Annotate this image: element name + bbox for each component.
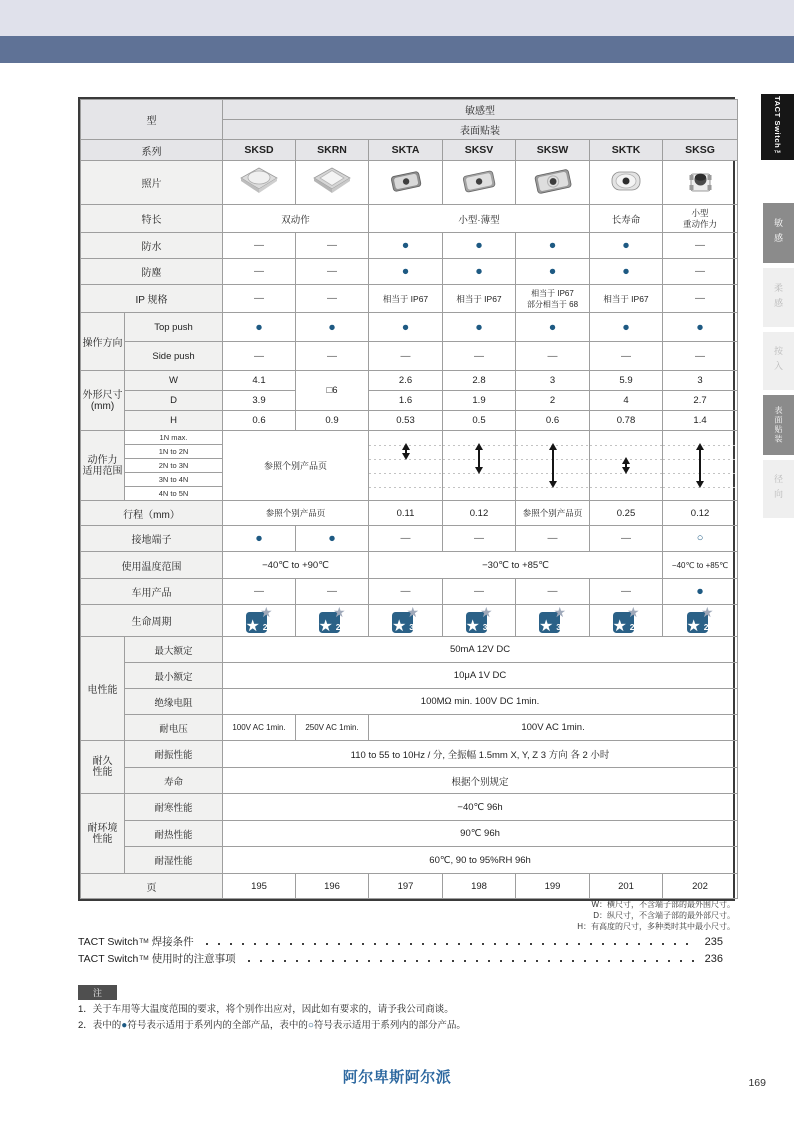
durability-line1: 耐久 [92,756,113,767]
series-skrn: SKRN [296,140,369,161]
cell-ip-sktk: 相当于 IP67 [590,285,663,313]
alps-alpine-logo: 阿尔卑斯阿尔派 [342,1069,452,1086]
cell-auto-sksv: — [443,579,516,605]
cell-ip-sksg: — [663,285,738,313]
cell-waterproof-skrn: — [296,233,369,259]
sidebar-tab-surface-mount[interactable] [763,395,794,455]
cell-travel-sksv: 0.12 [443,501,516,526]
force-range-1: 1N to 2N [125,445,223,459]
star-white-icon: ★ [686,618,701,635]
lifecycle-number: 3 [409,622,414,632]
waterproof-label: 防水 [81,233,223,259]
series-sksv: SKSV [443,140,516,161]
dims-line1: 外形尺寸 [82,389,123,401]
cell-vibration: 110 to 55 to 10Hz / 分, 全振幅 1.5mm X, Y, Z 3 方向 各 2 小时 [223,741,738,768]
ip-line2: 部分相当于 68 [526,299,579,309]
star-white-icon: ★ [392,618,407,635]
cell-dustproof-sksv: ● [443,259,516,285]
cell-h-skrn: 0.9 [296,411,369,431]
cell-h-skta: 0.53 [369,411,443,431]
product-photo-skta [369,161,443,205]
cell-lifecycle-sktk [590,605,663,637]
note-box: 注 [78,985,117,1000]
spec-table [78,97,735,901]
cell-sidepush-sksv: — [443,342,516,371]
series-skta: SKTA [369,140,443,161]
cell-toppush-sktk: ● [590,313,663,342]
electrical-max-label: 最大额定 [125,637,223,663]
dims-label [81,371,125,431]
cell-lifecycle-sksv [443,605,516,637]
electrical-withstand-label: 耐电压 [125,715,223,741]
cell-sidepush-skta: — [369,342,443,371]
cell-feature-dual: 双动作 [223,205,369,233]
toc-page-number: 236 [704,952,723,965]
cell-waterproof-sksd: — [223,233,296,259]
cell-page-sksw: 199 [516,874,590,899]
cell-ip-sksd: — [223,285,296,313]
force-range-4: 4N to 5N [125,487,223,501]
product-photo-sksg [663,161,738,205]
cell-min-rating: 10μA 1V DC [223,663,738,689]
product-photo-skrn [296,161,369,205]
cell-auto-sksg: ● [663,579,738,605]
cell-ground-sksv: — [443,526,516,552]
cell-waterproof-sksv: ● [443,233,516,259]
product-photo-sksw [516,161,590,205]
star-gray-icon: ★ [332,604,346,620]
toc [78,933,723,967]
cell-toppush-sksg: ● [663,313,738,342]
notes-list [78,1002,466,1033]
cell-ip-sksw [516,285,590,313]
series-sksg: SKSG [663,140,738,161]
full-dot-symbol: ● [121,1019,128,1031]
cell-temp-b: −30℃ to +85℃ [369,552,663,579]
cell-dustproof-skrn: — [296,259,369,285]
cell-w-sksd: 4.1 [223,371,296,391]
cell-insulation: 100MΩ min. 100V DC 1min. [223,689,738,715]
cell-toppush-sksd: ● [223,313,296,342]
cell-sidepush-sksd: — [223,342,296,371]
cell-auto-skta: — [369,579,443,605]
cell-sidepush-skrn: — [296,342,369,371]
dot-leader [206,943,695,945]
cell-h-sktk: 0.78 [590,411,663,431]
cell-withstand-sksd: 100V AC 1min. [223,715,296,741]
star-gray-icon: ★ [406,604,419,620]
cell-sidepush-sksg: — [663,342,738,371]
cell-lifecycle-skta [369,605,443,637]
footnote-w: W：横尺寸，不含端子部的最外围尺寸。 [591,900,735,909]
life-label: 寿命 [125,768,223,794]
cell-d-skta: 1.6 [369,391,443,411]
note-2: 2．表中的●符号表示适用于系列内的全部产品，表中的○符号表示适用于系列内的部分产品。 [78,1019,466,1031]
product-photo-sktk [590,161,663,205]
cell-cold: −40℃ 96h [223,794,738,821]
ip-label: IP 规格 [81,285,223,313]
cell-force-sktk [590,431,663,501]
footnote-h: H：有高度的尺寸，多种类时其中最小尺寸。 [577,922,735,931]
star-gray-icon: ★ [626,604,640,620]
lifecycle-number: 2 [703,622,709,632]
sidebar-tab-radial[interactable] [763,460,794,518]
cell-ip-skta: 相当于 IP67 [369,285,443,313]
lifecycle-badge [539,604,566,635]
cell-force-ref: 参照个别产品页 [223,431,369,501]
force-line1: 动作力 [87,454,118,466]
star-white-icon: ★ [539,618,554,635]
lifecycle-number: 2 [335,622,341,632]
cell-temp-c: −40℃ to +85℃ [663,552,738,579]
cell-force-sksv [443,431,516,501]
cell-toppush-skta: ● [369,313,443,342]
force-range-2: 2N to 3N [125,459,223,473]
force-arrow-skta [402,443,410,460]
partial-circle-symbol: ○ [307,1019,314,1031]
electrical-label: 电性能 [81,637,125,741]
lifecycle-label: 生命周期 [81,605,223,637]
lifecycle-number: 2 [629,622,635,632]
cell-auto-sksw: — [516,579,590,605]
mount-header: 表面贴装 [223,120,738,140]
tm-mark: TM [139,938,149,945]
cell-lifecycle-sksw [516,605,590,637]
dot-leader [248,960,695,962]
durability-label [81,741,125,794]
series-sktk: SKTK [590,140,663,161]
cell-page-sksd: 195 [223,874,296,899]
cell-waterproof-sktk: ● [590,233,663,259]
cell-lifecycle-sksd [223,605,296,637]
cell-dustproof-skta: ● [369,259,443,285]
durability-line2: 性能 [92,767,113,778]
sidebar-tab-label: 敏感 [773,218,783,248]
star-gray-icon: ★ [479,604,493,620]
cell-ground-skrn: ● [296,526,369,552]
cell-travel-sktk: 0.25 [590,501,663,526]
cell-d-sktk: 4 [590,391,663,411]
force-arrow-sksg [696,443,704,488]
cell-dustproof-sktk: ● [590,259,663,285]
top-band-slate [0,36,794,63]
cell-life: 根据个别规定 [223,768,738,794]
dims-line2: (mm) [90,400,115,412]
cell-sidepush-sksw: — [516,342,590,371]
cell-page-sksg: 202 [663,874,738,899]
cell-dustproof-sksd: — [223,259,296,285]
vibration-label: 耐振性能 [125,741,223,768]
cell-auto-sktk: — [590,579,663,605]
dims-h-label: H [125,411,223,431]
footnote-d: D：纵尺寸，不含端子部的最外部尺寸。 [593,911,735,920]
cell-d-sksd: 3.9 [223,391,296,411]
environment-line2: 性能 [92,833,113,845]
cell-h-sksw: 0.6 [516,411,590,431]
cell-heat: 90℃ 96h [223,821,738,847]
sidebar-tab-label: 表面贴装 [774,406,783,444]
electrical-insulation-label: 绝缘电阻 [125,689,223,715]
toc-title: 焊接条件 [151,936,194,948]
star-white-icon: ★ [465,618,480,635]
environment-label [81,794,125,874]
cell-h-sksg: 1.4 [663,411,738,431]
cell-ip-sksv: 相当于 IP67 [443,285,516,313]
toc-brand: TACT Switch [78,952,139,965]
force-arrow-sktk [622,457,630,474]
automotive-label: 车用产品 [81,579,223,605]
feature-line1: 小型 [691,207,709,218]
lifecycle-number: 3 [556,622,561,632]
page-number: 169 [748,1077,766,1089]
cell-page-skrn: 196 [296,874,369,899]
photo-label: 照片 [81,161,223,205]
force-range-0: 1N max. [125,431,223,445]
series-sksd: SKSD [223,140,296,161]
sidebar-tab-sensitive[interactable] [763,203,794,263]
cell-travel-sksw: 参照个别产品页 [516,501,590,526]
cell-toppush-skrn: ● [296,313,369,342]
cell-h-sksv: 0.5 [443,411,516,431]
cell-wd-skrn: □6 [296,371,369,411]
toc-title: 使用时的注意事项 [151,953,236,965]
cell-h-sksd: 0.6 [223,411,296,431]
cell-page-skta: 197 [369,874,443,899]
lifecycle-badge [392,604,419,635]
cell-dustproof-sksg: — [663,259,738,285]
star-gray-icon: ★ [700,604,714,620]
direction-side-label: Side push [125,342,223,371]
force-arrow-sksv [475,443,483,474]
dustproof-label: 防塵 [81,259,223,285]
cell-page-sktk: 201 [590,874,663,899]
dims-w-label: W [125,371,223,391]
lifecycle-number: 2 [262,622,268,632]
type-label: 型 [81,100,223,140]
ground-label: 接地端子 [81,526,223,552]
cell-humidity: 60℃, 90 to 95%RH 96h [223,847,738,874]
cell-ground-skta: — [369,526,443,552]
page-row-label: 页 [81,874,223,899]
sidebar-tab-soft[interactable] [763,268,794,327]
cell-w-sktk: 5.9 [590,371,663,391]
lifecycle-badge [686,604,714,635]
toc-brand: TACT Switch [78,935,139,948]
cell-waterproof-skta: ● [369,233,443,259]
cold-label: 耐寒性能 [125,794,223,821]
cell-w-sksg: 3 [663,371,738,391]
product-photo-sksd [223,161,296,205]
cell-w-skta: 2.6 [369,371,443,391]
cell-force-skta [369,431,443,501]
toc-usage-precautions[interactable] [78,950,723,967]
cell-lifecycle-skrn [296,605,369,637]
lifecycle-badge [465,604,493,635]
cell-force-sksw [516,431,590,501]
cell-waterproof-sksw: ● [516,233,590,259]
toc-soldering-conditions[interactable] [78,933,723,950]
force-arrow-sksw [549,443,557,488]
cell-toppush-sksv: ● [443,313,516,342]
top-band-light [0,0,794,36]
cell-dustproof-sksw: ● [516,259,590,285]
heat-label: 耐热性能 [125,821,223,847]
series-label: 系列 [81,140,223,161]
category-header: 敏感型 [223,100,738,120]
cell-toppush-sksw: ● [516,313,590,342]
electrical-min-label: 最小额定 [125,663,223,689]
sidebar-tab-label: 柔感 [773,282,783,313]
tm-mark: TM [139,955,149,962]
cell-force-sksg [663,431,738,501]
cell-ip-skrn: — [296,285,369,313]
tab-tact-switch[interactable] [761,94,794,160]
cell-travel-ref1: 参照个别产品页 [223,501,369,526]
cell-auto-sksd: — [223,579,296,605]
cell-w-sksw: 3 [516,371,590,391]
temperature-label: 使用温度范围 [81,552,223,579]
cell-page-sksv: 198 [443,874,516,899]
feature-label: 特长 [81,205,223,233]
cell-withstand-others: 100V AC 1min. [369,715,738,741]
cell-sidepush-sktk: — [590,342,663,371]
sidebar-tab-push-in[interactable] [763,332,794,390]
cell-travel-skta: 0.11 [369,501,443,526]
cell-ground-sksg: ○ [663,526,738,552]
star-gray-icon: ★ [259,604,273,620]
cell-feature-long-life: 长寿命 [590,205,663,233]
cell-feature-small-thin: 小型·薄型 [369,205,590,233]
cell-feature-small-heavy [663,205,738,233]
direction-top-label: Top push [125,313,223,342]
cell-d-sksv: 1.9 [443,391,516,411]
force-range-3: 3N to 4N [125,473,223,487]
ip-line1: 相当于 IP67 [531,288,574,298]
cell-d-sksg: 2.7 [663,391,738,411]
force-line2: 适用范围 [82,465,123,477]
lifecycle-badge [245,604,273,635]
cell-auto-skrn: — [296,579,369,605]
cell-d-sksw: 2 [516,391,590,411]
direction-label: 操作方向 [81,313,125,371]
environment-line1: 耐环境 [87,822,118,834]
cell-temp-a: −40℃ to +90℃ [223,552,369,579]
cell-withstand-skrn: 250V AC 1min. [296,715,369,741]
cell-waterproof-sksg: — [663,233,738,259]
cell-ground-sksd: ● [223,526,296,552]
star-white-icon: ★ [318,618,333,635]
lifecycle-badge [318,604,346,635]
lifecycle-badge [612,604,640,635]
travel-label: 行程（mm） [81,501,223,526]
cell-ground-sktk: — [590,526,663,552]
note-1: 1．关于车用等大温度范围的要求，将个别作出应对，因此如有要求的，请予我公司商谈。 [78,1004,454,1015]
star-gray-icon: ★ [553,604,566,620]
sidebar-tab-label: 径向 [773,474,783,504]
cell-w-sksv: 2.8 [443,371,516,391]
tab-tact-switch-label: TACT Switch™ [773,96,782,158]
dims-d-label: D [125,391,223,411]
product-photo-sksv [443,161,516,205]
dimension-footnotes [78,899,735,932]
cell-lifecycle-sksg [663,605,738,637]
sidebar-tab-label: 按入 [773,346,783,376]
force-label [81,431,125,501]
star-white-icon: ★ [612,618,627,635]
feature-line2: 重动作力 [683,218,718,229]
star-white-icon: ★ [245,618,260,635]
toc-page-number: 235 [704,935,723,948]
series-sksw: SKSW [516,140,590,161]
cell-max-rating: 50mA 12V DC [223,637,738,663]
lifecycle-number: 3 [482,622,488,632]
cell-travel-sksg: 0.12 [663,501,738,526]
cell-ground-sksw: — [516,526,590,552]
humidity-label: 耐湿性能 [125,847,223,874]
